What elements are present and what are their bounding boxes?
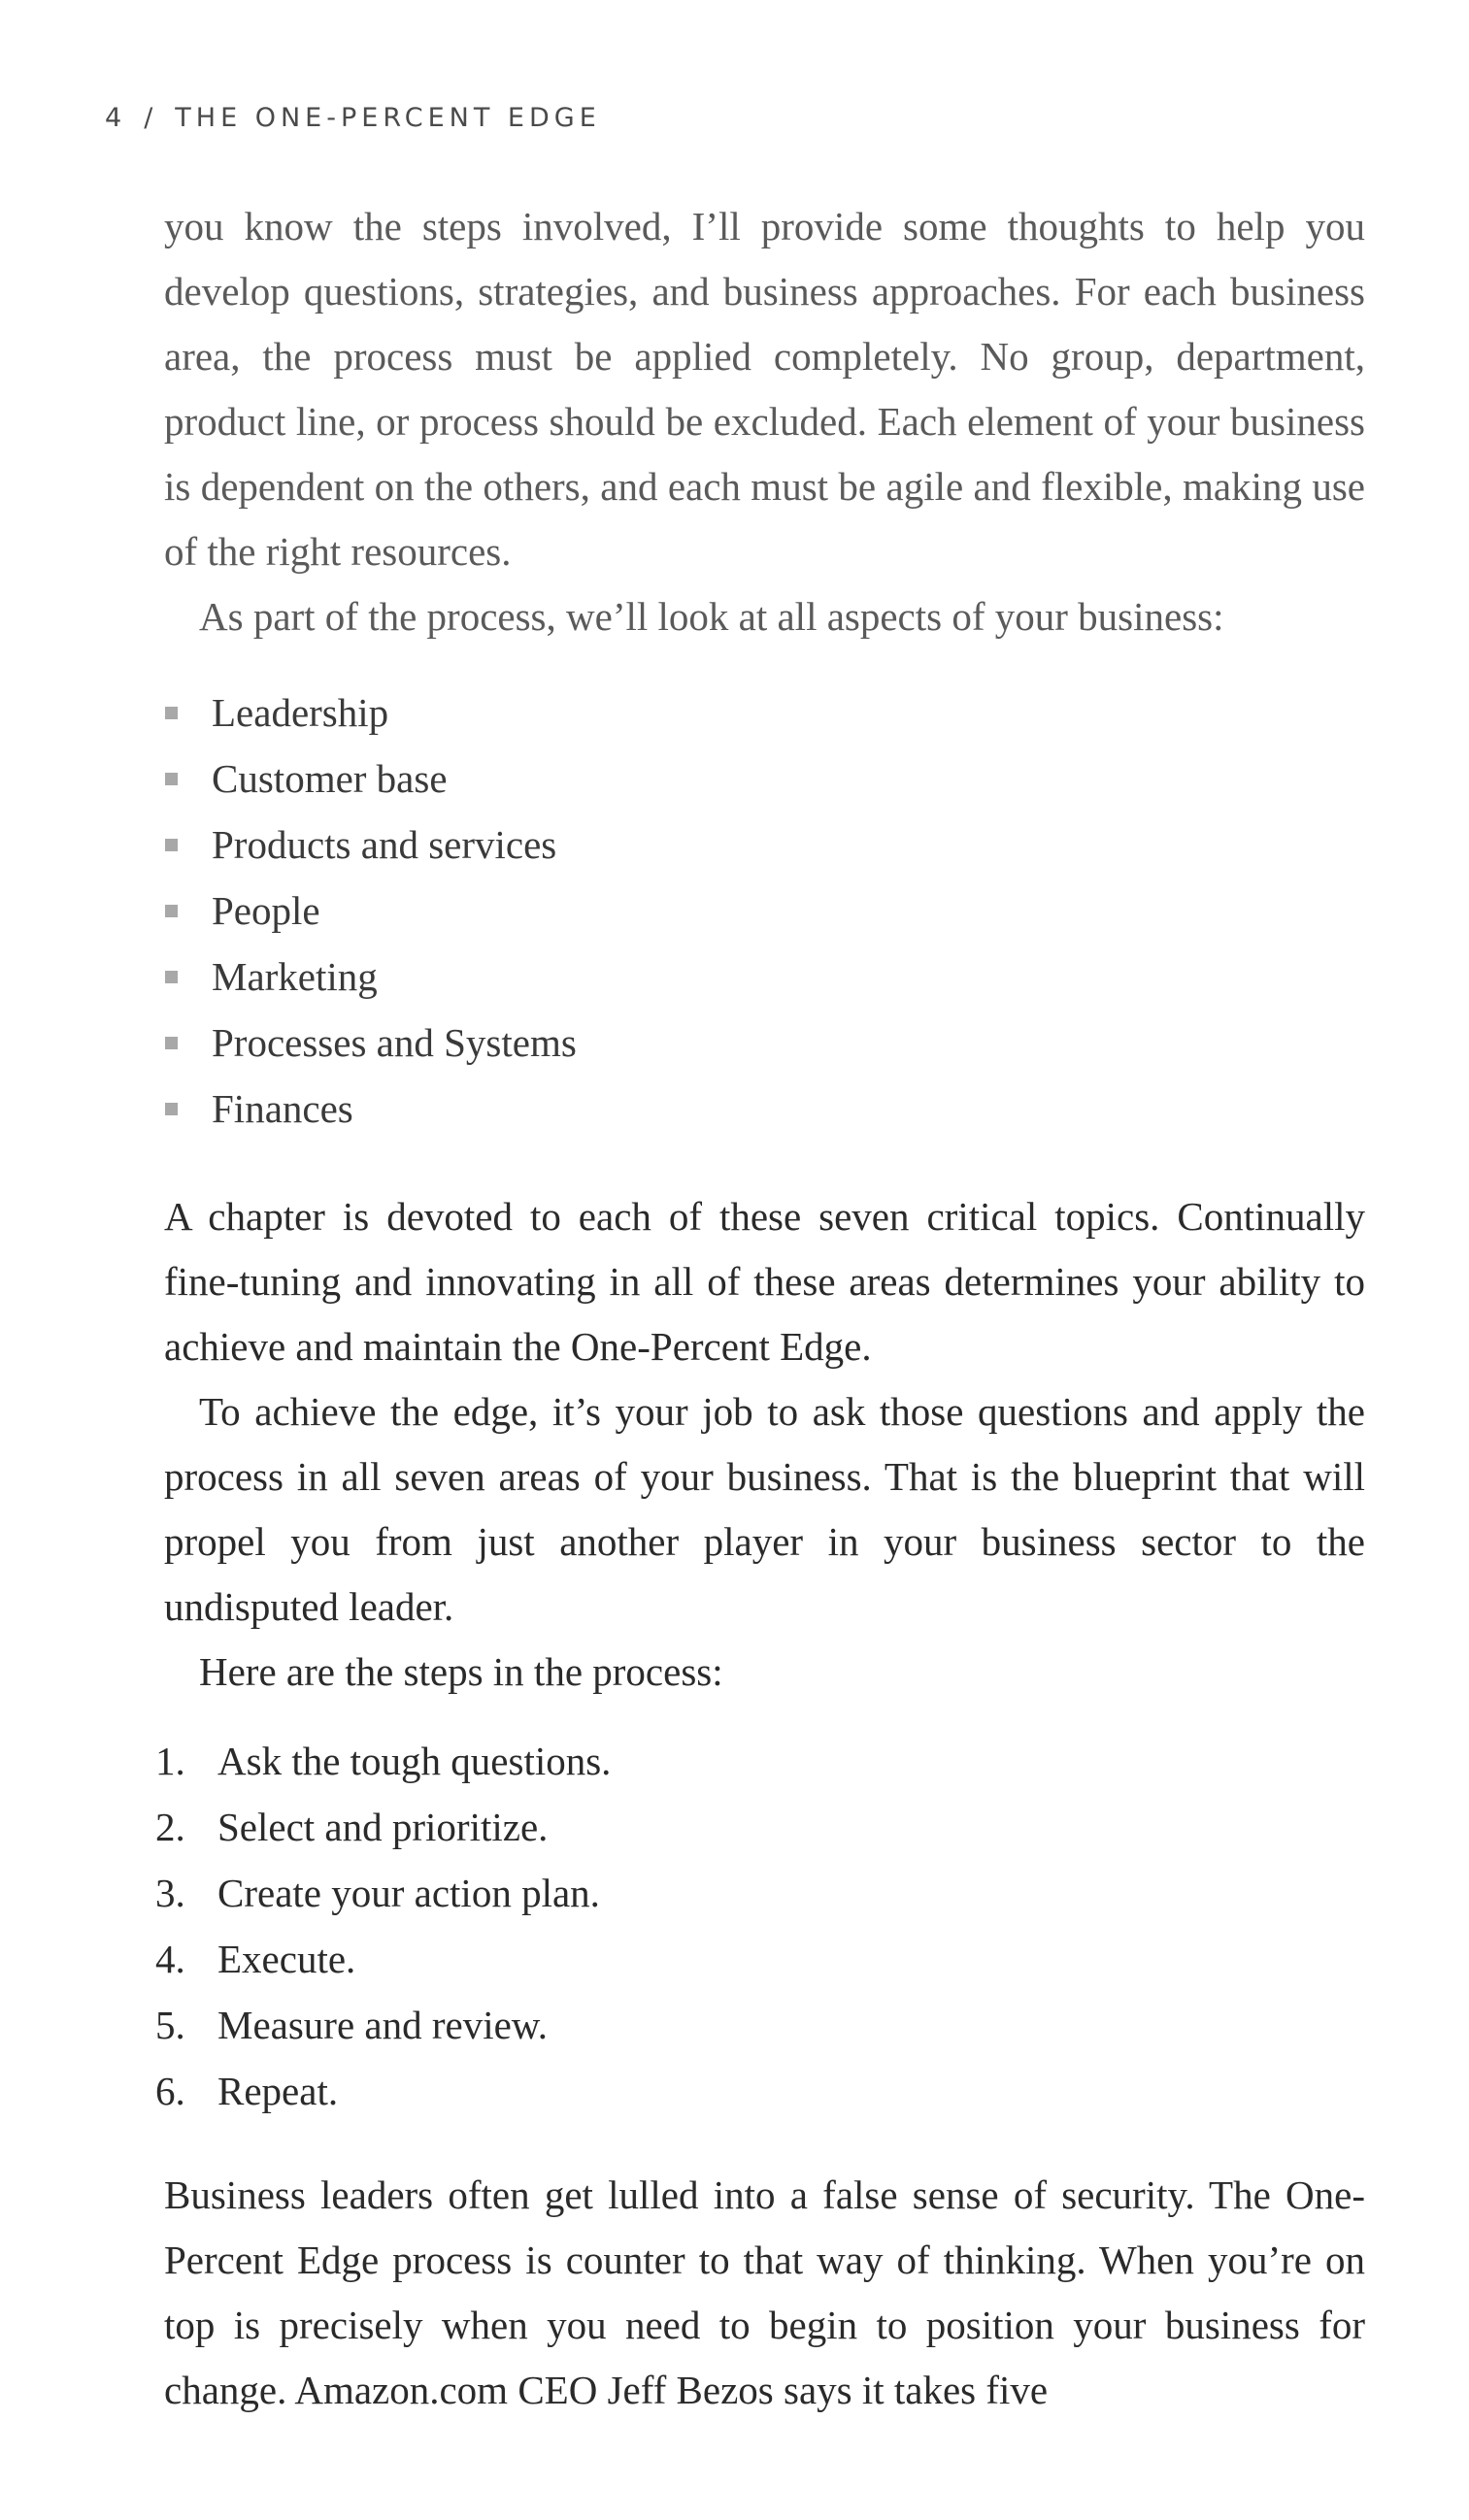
paragraph-aspects: As part of the process, we’ll look at all aspects of your business: (199, 594, 1224, 639)
square-bullet-icon (165, 971, 178, 983)
square-bullet-icon (165, 707, 178, 719)
list-item: 2. Select and prioritize. (155, 1805, 549, 1849)
closing-block (164, 2163, 1365, 2423)
list-item: 5. Measure and review. (155, 2003, 548, 2047)
paragraph-edge: To achieve the edge, it’s your job to ask those questions and apply the process in all seven areas of your business. That is the blueprint that will propel you from just another player in your business sector to the undisputed leader. (164, 1389, 1365, 1629)
list-item: Marketing (165, 944, 577, 1010)
list-item: Customer base (165, 746, 577, 812)
page-number: 4 (105, 103, 127, 133)
paragraph-intro: you know the steps involved, I’ll provide some thoughts to help you develop questions, strategies, and business approaches. For each business area, the process must be applied completely. No group, department, product line, or process should be excluded. Each element of your business is dependent on the others, and each must be agile and flexible, making use of the right resources. (164, 204, 1365, 574)
paragraph-steps-intro: Here are the steps in the process: (199, 1649, 723, 1694)
process-steps-list (155, 1728, 611, 2124)
running-head-separator: / (144, 103, 158, 133)
paragraph-chapter: A chapter is devoted to each of these seven critical topics. Continually fine-tuning and innovating in all of these areas determines your ability to achieve and maintain the One-Percent Edge. (164, 1194, 1365, 1369)
square-bullet-icon (165, 773, 178, 785)
list-item: Processes and Systems (165, 1010, 577, 1076)
paragraph-leaders: Business leaders often get lulled into a false sense of security. The One-Percent Edge process is counter to that way of thinking. When you’re on top is precisely when you need to begin to position your business for change. Amazon.com CEO Jeff Bezos says it takes five (164, 2172, 1365, 2412)
book-title: THE ONE-PERCENT EDGE (175, 103, 601, 133)
list-item: 4. Execute. (155, 1937, 356, 1981)
square-bullet-icon (165, 839, 178, 851)
list-item: 3. Create your action plan. (155, 1871, 600, 1915)
square-bullet-icon (165, 1037, 178, 1049)
middle-block (164, 1184, 1365, 1705)
list-item: People (165, 878, 577, 944)
list-item: Leadership (165, 680, 577, 746)
list-item: 6. Repeat. (155, 2069, 339, 2113)
list-item: Products and services (165, 812, 577, 878)
business-areas-list (165, 680, 577, 1142)
intro-block (164, 194, 1365, 649)
list-item: Finances (165, 1076, 577, 1142)
square-bullet-icon (165, 905, 178, 917)
running-head (105, 103, 601, 133)
list-item: 1. Ask the tough questions. (155, 1739, 612, 1783)
square-bullet-icon (165, 1103, 178, 1115)
